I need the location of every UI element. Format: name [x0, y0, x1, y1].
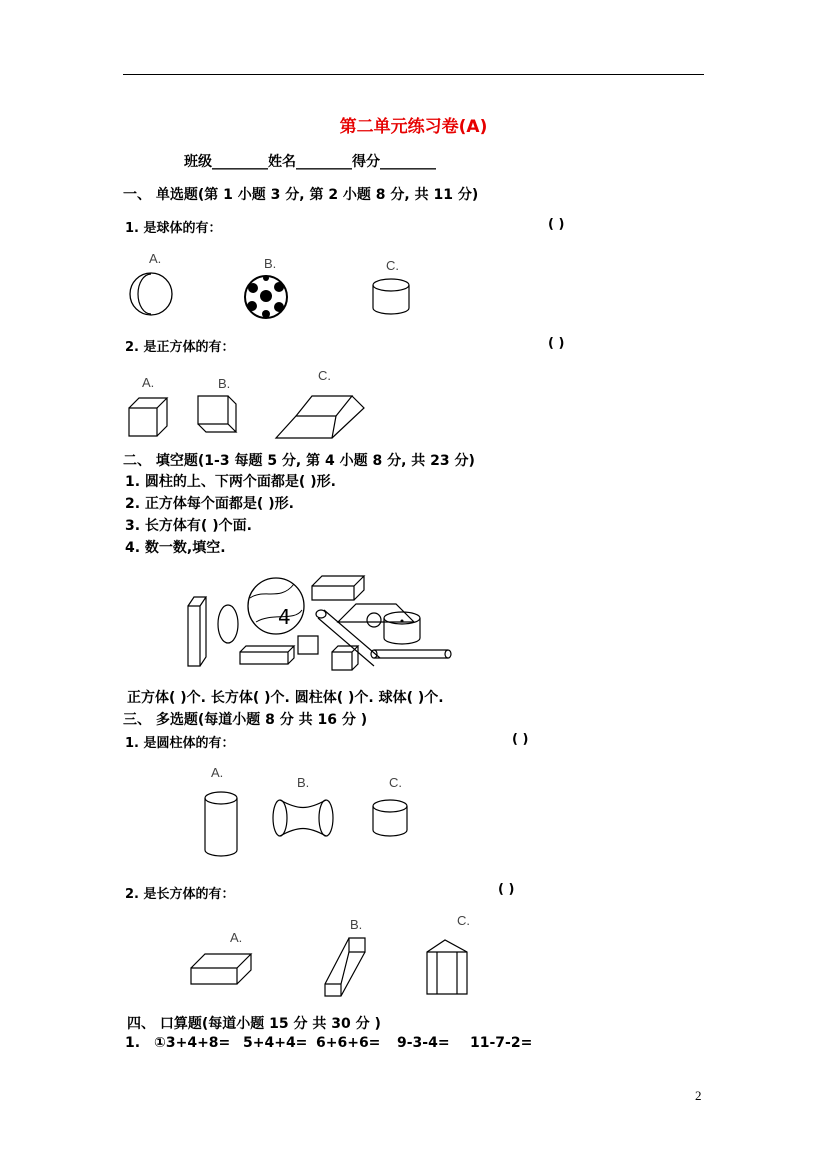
cube-icon	[196, 394, 240, 436]
short-cylinder-icon	[371, 798, 411, 840]
section3-heading: 三、 多选题(每道小题 8 分 共 16 分 )	[123, 712, 368, 728]
s1-q1-answer-bracket: ( )	[548, 217, 565, 232]
s1-q1-option-c-label: C.	[386, 258, 399, 273]
frustum-prism-icon	[274, 390, 368, 440]
s4-q1-number: 1.	[125, 1035, 141, 1051]
s1-q2-answer-bracket: ( )	[548, 336, 565, 351]
svg-text:4: 4	[278, 605, 291, 629]
s3-q1-option-a-label: A.	[211, 765, 224, 780]
s1-q1-option-b-label: B.	[264, 256, 277, 271]
page-number: 2	[695, 1088, 702, 1103]
hourglass-solid-icon	[270, 798, 336, 842]
s3-q2-option-c-label: C.	[457, 913, 470, 928]
slanted-prism-icon	[323, 934, 371, 1000]
student-info-line: 班级________姓名________得分________	[184, 154, 436, 170]
s3-q1-text: 1. 是圆柱体的有：	[125, 736, 235, 751]
mental-math-item: 9-3-4=	[397, 1035, 450, 1051]
s1-q2-option-b-label: B.	[218, 376, 231, 391]
header-rule	[123, 74, 704, 75]
section1-heading: 一、 单选题(第 1 小题 3 分, 第 2 小题 8 分, 共 11 分)	[123, 187, 479, 203]
s3-q2-text: 2. 是长方体的有：	[125, 887, 235, 902]
s2-q1: 1. 圆柱的上、下两个面都是( )形.	[125, 474, 336, 490]
s1-q2-text: 2. 是正方体的有：	[125, 340, 235, 355]
soccer-ball-icon	[243, 274, 293, 324]
flat-box-icon	[189, 952, 255, 986]
s2-q4: 4. 数一数,填空.	[125, 540, 226, 556]
s3-q1-answer-bracket: ( )	[512, 732, 529, 747]
s1-q2-option-c-label: C.	[318, 368, 331, 383]
page-title: 第二单元练习卷(A)	[339, 117, 488, 137]
mental-math-item: 6+6+6=	[316, 1035, 381, 1051]
shapes-collection-figure	[184, 566, 454, 672]
s2-q2: 2. 正方体每个面都是( )形.	[125, 496, 294, 512]
s1-q2-option-a-label: A.	[142, 375, 155, 390]
s3-q1-option-b-label: B.	[297, 775, 310, 790]
s2-count-fill-line: 正方体( )个. 长方体( )个. 圆柱体( )个. 球体( )个.	[127, 690, 444, 706]
upright-prism-icon	[423, 938, 471, 998]
sphere-icon	[128, 272, 178, 318]
s3-q2-answer-bracket: ( )	[498, 882, 515, 897]
s3-q2-option-b-label: B.	[350, 917, 363, 932]
s1-q1-option-a-label: A.	[149, 251, 162, 266]
s3-q1-option-c-label: C.	[389, 775, 402, 790]
mental-math-item: ①3+4+8=	[154, 1035, 231, 1051]
tall-cylinder-icon	[203, 790, 241, 860]
cylinder-icon	[371, 278, 413, 316]
cube-icon	[127, 396, 173, 440]
section4-heading: 四、 口算题(每道小题 15 分 共 30 分 )	[127, 1016, 381, 1032]
mental-math-item: 11-7-2=	[470, 1035, 533, 1051]
s3-q2-option-a-label: A.	[230, 930, 243, 945]
mental-math-item: 5+4+4=	[243, 1035, 308, 1051]
s2-q3: 3. 长方体有( )个面.	[125, 518, 252, 534]
s1-q1-text: 1. 是球体的有：	[125, 221, 222, 236]
section2-heading: 二、 填空题(1-3 每题 5 分, 第 4 小题 8 分, 共 23 分)	[123, 453, 475, 469]
